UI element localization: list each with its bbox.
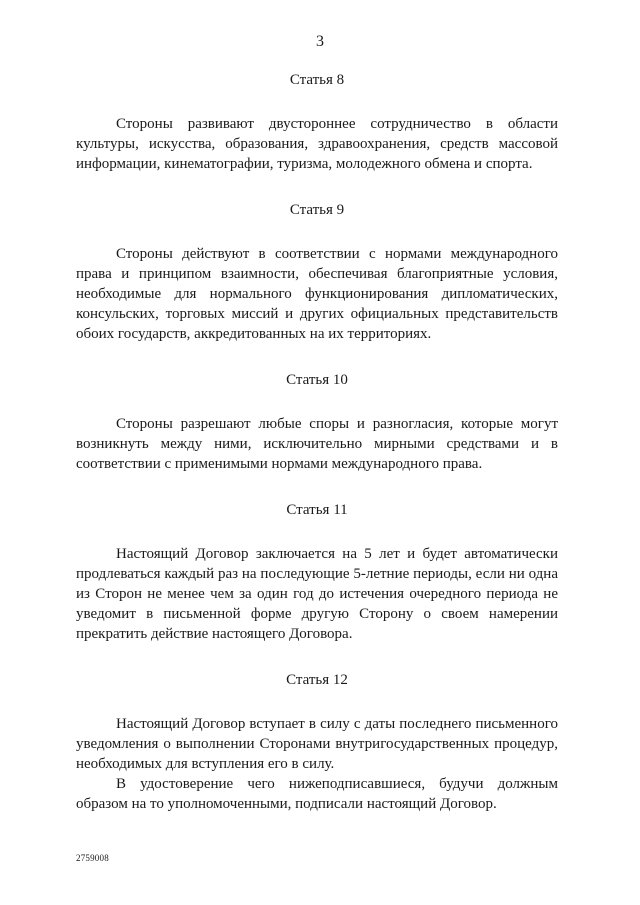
article-8 <box>76 70 558 174</box>
article-title: Статья 10 <box>286 372 348 388</box>
document-code: 2759008 <box>76 853 109 863</box>
page-number: 3 <box>316 33 324 50</box>
article-title: Статья 11 <box>286 502 348 518</box>
article-paragraph: Настоящий Договор вступает в силу с даты последнего письменного уведомления о выполнении Сторонами внутригосударственных процедур, необходимых для вступления его в силу. <box>76 716 558 772</box>
article-paragraph: Настоящий Договор заключается на 5 лет и будет автоматически продлеваться каждый раз на последующие 5-летние периоды, если ни одна из Сторон не менее чем за один год до истечения очередного периода не уведомит в письменной форме другую Сторону о своем намерении прекратить действие настоящего Договора. <box>76 546 558 642</box>
article-title: Статья 12 <box>286 672 348 688</box>
article-12 <box>76 670 558 814</box>
article-paragraph: Стороны развивают двустороннее сотрудничество в области культуры, искусства, образования, здравоохранения, средств массовой информации, кинематографии, туризма, молодежного обмена и спорта. <box>76 116 558 172</box>
article-10 <box>76 370 558 474</box>
article-11 <box>76 500 558 644</box>
document-body <box>76 70 558 840</box>
article-title: Статья 9 <box>289 202 345 218</box>
article-9 <box>76 200 558 344</box>
article-paragraph: В удостоверение чего нижеподписавшиеся, будучи должным образом на то уполномоченными, подписали настоящий Договор. <box>76 776 558 812</box>
article-paragraph: Стороны разрешают любые споры и разногласия, которые могут возникнуть между ними, исключительно мирными средствами и в соответствии с применимыми нормами международного права. <box>76 416 558 472</box>
article-title: Статья 8 <box>289 72 345 88</box>
article-paragraph: Стороны действуют в соответствии с нормами международного права и принципом взаимности, обеспечивая благоприятные условия, необходимые для нормального функционирования дипломатических, консульских, торговых миссий и других официальных представительств обоих государств, аккредитованных на их территориях. <box>76 246 558 342</box>
